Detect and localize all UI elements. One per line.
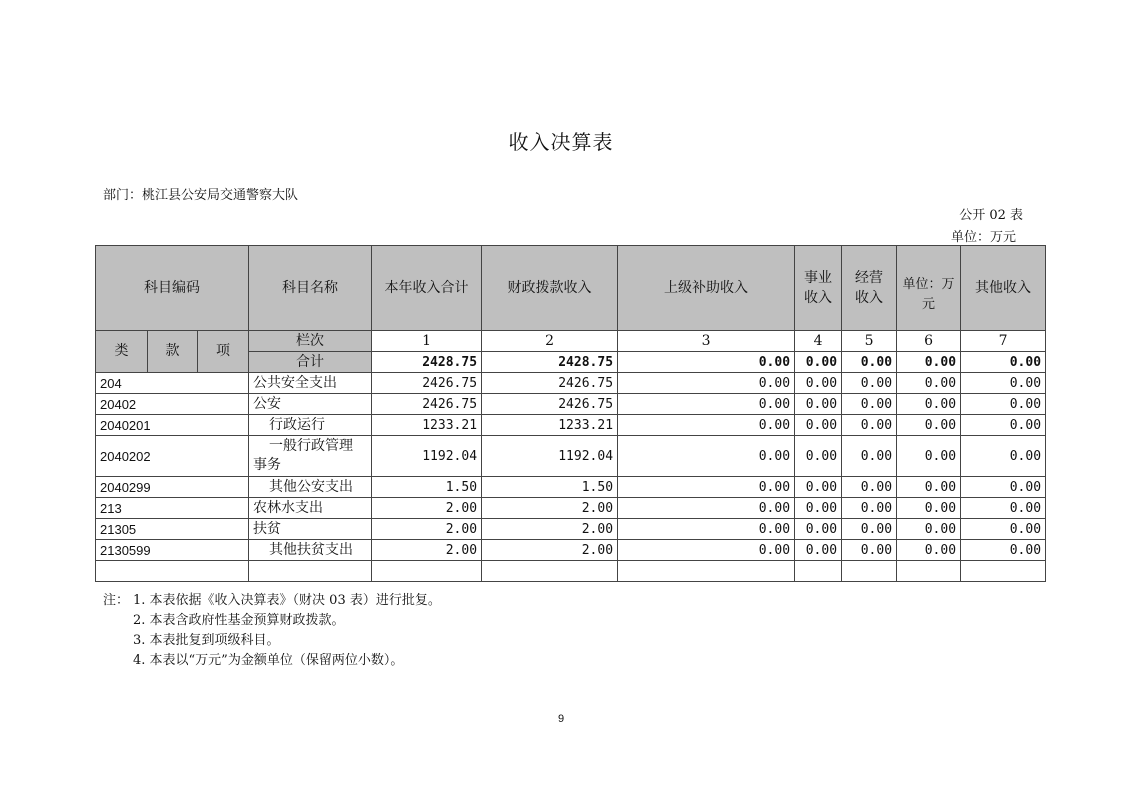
department-label: 部门：桃江县公安局交通警察大队	[103, 188, 299, 203]
header-col5-line2: 收入	[855, 290, 884, 306]
total-v1: 2428.75	[372, 352, 482, 373]
row-v2: 2.00	[482, 519, 618, 540]
row-code: 2040299	[96, 477, 249, 498]
row-name	[249, 436, 372, 477]
row-v3: 0.00	[618, 519, 795, 540]
row-v5: 0.00	[842, 373, 897, 394]
row-v3: 0.00	[618, 477, 795, 498]
empty-cell	[482, 561, 618, 582]
note-1-text: 1. 本表依据《收入决算表》（财决 03 表）进行批复。	[133, 593, 441, 608]
row-v6: 0.00	[897, 498, 961, 519]
row-v4: 0.00	[795, 373, 842, 394]
row-v3: 0.00	[618, 394, 795, 415]
header-col3: 上级补助收入	[618, 246, 795, 331]
header-col1: 本年收入合计	[372, 246, 482, 331]
row-v6: 0.00	[897, 394, 961, 415]
note-4: 4. 本表以“万元”为金额单位（保留两位小数）。	[133, 653, 404, 668]
total-v6: 0.00	[897, 352, 961, 373]
empty-cell	[372, 561, 482, 582]
row-v1: 2426.75	[372, 394, 482, 415]
table-row	[96, 540, 1046, 561]
note-1	[103, 591, 441, 611]
empty-cell	[96, 561, 249, 582]
row-v4: 0.00	[795, 394, 842, 415]
note-prefix: 注：	[103, 593, 130, 608]
row-v7: 0.00	[961, 540, 1046, 561]
total-v4: 0.00	[795, 352, 842, 373]
row-v1: 2.00	[372, 540, 482, 561]
header-col4-line2: 收入	[804, 290, 833, 306]
empty-cell	[795, 561, 842, 582]
header-col4	[795, 246, 842, 331]
row-v2: 2.00	[482, 498, 618, 519]
row-v4: 0.00	[795, 415, 842, 436]
header-col4-line1: 事业	[804, 270, 833, 286]
row-v6: 0.00	[897, 540, 961, 561]
row-code: 2040201	[96, 415, 249, 436]
row-v1: 1192.04	[372, 436, 482, 477]
income-table	[95, 245, 1046, 582]
row-name-line1: 一般行政管理	[269, 438, 354, 454]
row-v5: 0.00	[842, 540, 897, 561]
table-row	[96, 477, 1046, 498]
header-xiang: 项	[198, 331, 249, 373]
row-v6: 0.00	[897, 415, 961, 436]
row-v7: 0.00	[961, 373, 1046, 394]
header-name: 科目名称	[249, 246, 372, 331]
header-col5	[842, 246, 897, 331]
row-v3: 0.00	[618, 415, 795, 436]
header-col6-line1: 单位：万	[902, 277, 955, 292]
row-code: 21305	[96, 519, 249, 540]
row-code: 213	[96, 498, 249, 519]
row-name: 其他公安支出	[249, 477, 372, 498]
row-v6: 0.00	[897, 519, 961, 540]
index-2: 2	[482, 331, 618, 352]
total-v5: 0.00	[842, 352, 897, 373]
row-v6: 0.00	[897, 373, 961, 394]
header-lei: 类	[96, 331, 148, 373]
page-number: 9	[557, 713, 565, 725]
row-v1: 2.00	[372, 498, 482, 519]
header-col5-line1: 经营	[855, 270, 884, 286]
index-5: 5	[842, 331, 897, 352]
row-code: 2130599	[96, 540, 249, 561]
row-v6: 0.00	[897, 477, 961, 498]
row-v7: 0.00	[961, 415, 1046, 436]
row-name: 农林水支出	[249, 498, 372, 519]
column-index-row	[96, 331, 1046, 352]
row-v1: 2.00	[372, 519, 482, 540]
row-v2: 2.00	[482, 540, 618, 561]
index-1: 1	[372, 331, 482, 352]
table-row	[96, 373, 1046, 394]
index-7: 7	[961, 331, 1046, 352]
empty-cell	[842, 561, 897, 582]
row-v3: 0.00	[618, 540, 795, 561]
row-v7: 0.00	[961, 436, 1046, 477]
row-v7: 0.00	[961, 394, 1046, 415]
header-row	[96, 246, 1046, 331]
table-row	[96, 498, 1046, 519]
row-v5: 0.00	[842, 519, 897, 540]
row-v3: 0.00	[618, 498, 795, 519]
row-v5: 0.00	[842, 498, 897, 519]
row-v5: 0.00	[842, 415, 897, 436]
row-v7: 0.00	[961, 477, 1046, 498]
row-v1: 1233.21	[372, 415, 482, 436]
unit-label: 单位：万元	[950, 230, 1016, 245]
row-v5: 0.00	[842, 436, 897, 477]
total-label: 合计	[249, 352, 372, 373]
row-v1: 2426.75	[372, 373, 482, 394]
header-lanci: 栏次	[249, 331, 372, 352]
row-v4: 0.00	[795, 436, 842, 477]
row-v2: 2426.75	[482, 373, 618, 394]
row-code: 2040202	[96, 436, 249, 477]
row-v2: 1233.21	[482, 415, 618, 436]
header-kuan: 款	[148, 331, 198, 373]
index-6: 6	[897, 331, 961, 352]
header-col7: 其他收入	[961, 246, 1046, 331]
row-v4: 0.00	[795, 540, 842, 561]
header-col6	[897, 246, 961, 331]
row-v2: 2426.75	[482, 394, 618, 415]
row-code: 204	[96, 373, 249, 394]
total-v7: 0.00	[961, 352, 1046, 373]
row-name: 其他扶贫支出	[249, 540, 372, 561]
row-v4: 0.00	[795, 519, 842, 540]
row-v5: 0.00	[842, 394, 897, 415]
table-row	[96, 415, 1046, 436]
row-name: 扶贫	[249, 519, 372, 540]
index-3: 3	[618, 331, 795, 352]
row-name: 行政运行	[249, 415, 372, 436]
total-v3: 0.00	[618, 352, 795, 373]
table-row	[96, 519, 1046, 540]
row-v1: 1.50	[372, 477, 482, 498]
header-code: 科目编码	[96, 246, 249, 331]
row-name: 公安	[249, 394, 372, 415]
empty-row	[96, 561, 1046, 582]
empty-cell	[618, 561, 795, 582]
header-col2: 财政拨款收入	[482, 246, 618, 331]
empty-cell	[961, 561, 1046, 582]
table-row	[96, 436, 1046, 477]
row-v7: 0.00	[961, 519, 1046, 540]
row-name-line2: 事务	[253, 457, 282, 473]
note-2: 2. 本表含政府性基金预算财政拨款。	[133, 613, 345, 628]
note-3: 3. 本表批复到项级科目。	[133, 633, 280, 648]
total-v2: 2428.75	[482, 352, 618, 373]
row-v3: 0.00	[618, 436, 795, 477]
row-code: 20402	[96, 394, 249, 415]
row-v4: 0.00	[795, 498, 842, 519]
empty-cell	[249, 561, 372, 582]
table-row	[96, 394, 1046, 415]
page-title: 收入决算表	[508, 130, 614, 154]
row-v4: 0.00	[795, 477, 842, 498]
row-name: 公共安全支出	[249, 373, 372, 394]
row-v3: 0.00	[618, 373, 795, 394]
header-col6-line2: 元	[922, 297, 936, 312]
row-v6: 0.00	[897, 436, 961, 477]
row-v2: 1192.04	[482, 436, 618, 477]
empty-cell	[897, 561, 961, 582]
notes	[103, 591, 441, 671]
form-number: 公开 02 表	[959, 208, 1023, 223]
row-v5: 0.00	[842, 477, 897, 498]
row-v2: 1.50	[482, 477, 618, 498]
row-v7: 0.00	[961, 498, 1046, 519]
index-4: 4	[795, 331, 842, 352]
